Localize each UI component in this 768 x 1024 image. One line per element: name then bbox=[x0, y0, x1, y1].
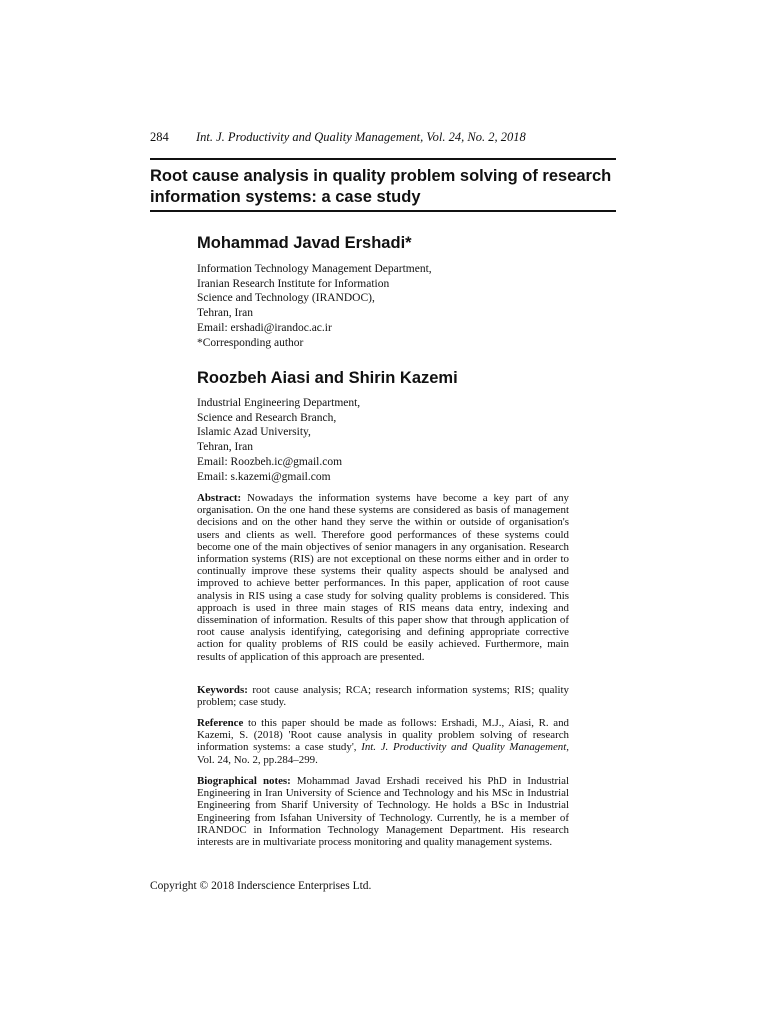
keywords bbox=[197, 684, 569, 708]
paper-title: Root cause analysis in quality problem solving of research information systems: a case study bbox=[150, 167, 612, 206]
keywords-text: root cause analysis; RCA; research information systems; RIS; quality problem; case study. bbox=[197, 684, 569, 709]
affiliation-line: Tehran, Iran bbox=[197, 441, 254, 454]
affiliation-line: Islamic Azad University, bbox=[197, 426, 311, 439]
corresponding-author-note: *Corresponding author bbox=[197, 336, 304, 349]
title-top-rule bbox=[150, 158, 616, 160]
affiliation-line: Science and Technology (IRANDOC), bbox=[197, 292, 375, 305]
reference-journal: Int. J. Productivity and Quality Management bbox=[361, 741, 567, 754]
reference-text: to this paper should be made as follows: Ershadi, M.J., Aiasi, R. and Kazemi, S. (2018) 'Root cause analysis in quality problem solving of research information systems: a case study', bbox=[197, 717, 569, 754]
keywords-label: Keywords: bbox=[197, 684, 248, 696]
abstract bbox=[197, 492, 569, 663]
reference-label: Reference bbox=[197, 717, 244, 729]
running-head bbox=[150, 130, 620, 145]
abstract-label: Abstract: bbox=[197, 492, 242, 504]
page-number: 284 bbox=[150, 130, 169, 144]
affiliation-line: Iranian Research Institute for Information bbox=[197, 277, 390, 290]
author-name-1: Mohammad Javad Ershadi* bbox=[197, 234, 412, 252]
author-email: Email: s.kazemi@gmail.com bbox=[197, 470, 331, 483]
abstract-text: Nowadays the information systems have become a key part of any organisation. On the one hand these systems are considered as basis of management decisions and on the other hand they serve the within or outside of organisation's users and clients as well. Therefore good performances of these systems could become one of the main objectives of senior managers in any organisation. Research information systems (RIS) are not exceptional on these norms either and in order to continually improve these systems their quality aspects should be analysed and improved to achieve better performances. In this paper, application of root cause analysis in RIS using a case study for solving quality problems is considered. This approach is used in three main stages of RIS means data entry, indexing and dissemination of information. Results of this paper show that through application of root cause analysis identifying, categorising and defining appropriate corrective action for quality problems of RIS could be easily achieved. Furthermore, main results of application of this approach are presented. bbox=[197, 492, 569, 663]
author-email: Email: Roozbeh.ic@gmail.com bbox=[197, 455, 343, 468]
affiliation-line: Information Technology Management Department, bbox=[197, 263, 432, 275]
affiliation-1 bbox=[197, 262, 617, 350]
bio-text: Mohammad Javad Ershadi received his PhD in Industrial Engineering in Iran University of Science and Technology and his MSc in Industrial Engineering from Sharif University of Technology. He holds a BSc in Industrial Engineering from Isfahan University of Technology. Currently, he is a member of IRANDOC in Information Technology Management Department. His research interests are in multivariate process monitoring and quality management systems. bbox=[197, 775, 569, 849]
affiliation-line: Industrial Engineering Department, bbox=[197, 397, 361, 409]
biographical-notes bbox=[197, 775, 569, 848]
affiliation-line: Tehran, Iran bbox=[197, 307, 254, 320]
bio-label: Biographical notes: bbox=[197, 775, 291, 787]
reference bbox=[197, 717, 569, 766]
copyright-notice: Copyright © 2018 Inderscience Enterprises Ltd. bbox=[150, 880, 372, 892]
journal-citation: Int. J. Productivity and Quality Management, Vol. 24, No. 2, 2018 bbox=[196, 130, 526, 144]
title-bottom-rule bbox=[150, 210, 616, 212]
affiliation-line: Science and Research Branch, bbox=[197, 411, 337, 424]
affiliation-2 bbox=[197, 396, 617, 484]
reference-volume: , Vol. 24, No. 2, pp.284–299. bbox=[197, 741, 569, 766]
author-email: Email: ershadi@irandoc.ac.ir bbox=[197, 321, 332, 334]
author-name-2: Roozbeh Aiasi and Shirin Kazemi bbox=[197, 369, 458, 387]
